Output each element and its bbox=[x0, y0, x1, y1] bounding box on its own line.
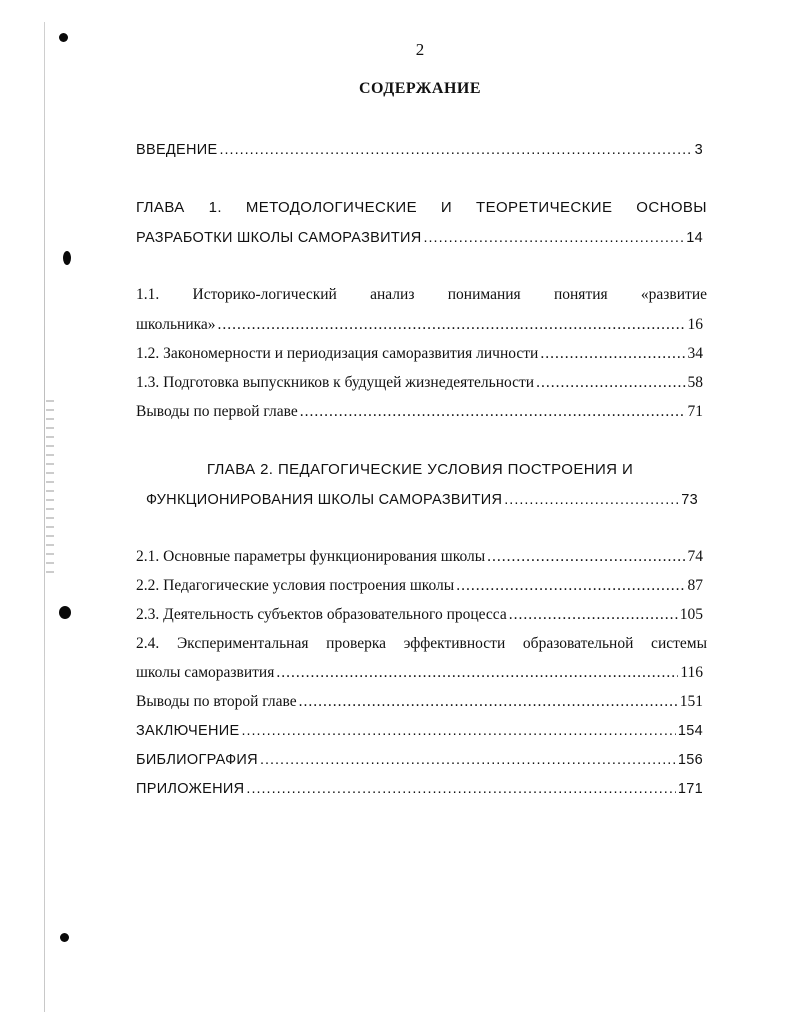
toc-entry-page: 3 bbox=[694, 142, 703, 158]
toc-entry-chapter-2-conclusions[interactable] bbox=[136, 692, 703, 712]
toc-entry-page: 34 bbox=[687, 345, 703, 362]
toc-entry-chapter-2[interactable] bbox=[146, 490, 698, 510]
toc-entry-label: школьника» bbox=[136, 316, 216, 333]
toc-entry-section-2-3[interactable] bbox=[136, 605, 703, 625]
toc-entry-bibliography[interactable] bbox=[136, 750, 703, 770]
toc-entry-page: 87 bbox=[687, 577, 703, 594]
toc-entry-page: 71 bbox=[687, 403, 703, 420]
toc-entry-conclusion[interactable] bbox=[136, 721, 703, 741]
toc-entry-section-2-1[interactable] bbox=[136, 547, 703, 567]
punch-hole bbox=[59, 606, 71, 619]
toc-entry-chapter-1[interactable] bbox=[136, 228, 703, 248]
toc-entry-label: школы саморазвития bbox=[136, 664, 275, 681]
toc-entry-section-2-4[interactable] bbox=[136, 663, 703, 683]
toc-entry-page: 58 bbox=[687, 374, 703, 391]
dot-leader bbox=[276, 663, 678, 683]
dot-leader bbox=[504, 490, 679, 510]
toc-entry-page: 16 bbox=[687, 316, 703, 333]
dot-leader bbox=[487, 547, 685, 567]
toc-entry-label: Выводы по второй главе bbox=[136, 693, 297, 710]
toc-entry-page: 154 bbox=[677, 723, 703, 739]
toc-entry-label: РАЗРАБОТКИ ШКОЛЫ САМОРАЗВИТИЯ bbox=[136, 230, 422, 246]
toc-entry-label: ФУНКЦИОНИРОВАНИЯ ШКОЛЫ САМОРАЗВИТИЯ bbox=[146, 492, 503, 508]
page-number: 2 bbox=[415, 40, 425, 59]
toc-entry-page: 151 bbox=[679, 693, 703, 710]
toc-entry-label: БИБЛИОГРАФИЯ bbox=[136, 752, 258, 768]
toc-entry-page: 74 bbox=[687, 548, 703, 565]
dot-leader bbox=[509, 605, 678, 625]
toc-entry-section-2-2[interactable] bbox=[136, 576, 703, 596]
punch-hole bbox=[60, 933, 69, 942]
dot-leader bbox=[300, 402, 686, 422]
toc-entry-page: 171 bbox=[677, 781, 703, 797]
punch-hole bbox=[63, 251, 71, 265]
toc-entry-label: 2.1. Основные параметры функционирования школы bbox=[136, 548, 486, 565]
toc-entry-section-1-1-line-1[interactable]: 1.1. Историко-логический анализ понимания понятия «развитие bbox=[136, 286, 707, 303]
toc-entry-label: 1.2. Закономерности и периодизация саморазвития личности bbox=[136, 345, 539, 362]
page-title: СОДЕРЖАНИЕ bbox=[358, 80, 482, 97]
dot-leader bbox=[536, 373, 685, 393]
toc-entry-page: 156 bbox=[677, 752, 703, 768]
chapter-2-heading-line-1[interactable]: ГЛАВА 2. ПЕДАГОГИЧЕСКИЕ УСЛОВИЯ ПОСТРОЕНИЯ И bbox=[206, 461, 634, 478]
toc-entry-page: 116 bbox=[680, 664, 703, 681]
toc-entry-section-1-1[interactable] bbox=[136, 315, 703, 335]
toc-entry-label: ПРИЛОЖЕНИЯ bbox=[136, 781, 245, 797]
dot-leader bbox=[299, 692, 678, 712]
chapter-1-heading-line-1[interactable]: ГЛАВА 1. МЕТОДОЛОГИЧЕСКИЕ И ТЕОРЕТИЧЕСКИЕ ОСНОВЫ bbox=[136, 199, 707, 216]
dot-leader bbox=[260, 750, 676, 770]
toc-entry-section-1-3[interactable] bbox=[136, 373, 703, 393]
dot-leader bbox=[424, 228, 685, 248]
dot-leader bbox=[456, 576, 685, 596]
toc-entry-page: 73 bbox=[681, 492, 698, 508]
dot-leader bbox=[540, 344, 685, 364]
toc-entry-label: 2.2. Педагогические условия построения школы bbox=[136, 577, 455, 594]
toc-entry-label: 1.3. Подготовка выпускников к будущей жизнедеятельности bbox=[136, 374, 535, 391]
margin-scan-noise bbox=[46, 400, 54, 580]
toc-entry-section-1-2[interactable] bbox=[136, 344, 703, 364]
toc-entry-label: Выводы по первой главе bbox=[136, 403, 298, 420]
toc-entry-page: 105 bbox=[679, 606, 703, 623]
margin-line bbox=[44, 22, 45, 1012]
toc-entry-section-2-4-line-1[interactable]: 2.4. Экспериментальная проверка эффективности образовательной системы bbox=[136, 635, 707, 652]
dot-leader bbox=[246, 779, 675, 799]
dot-leader bbox=[218, 315, 686, 335]
toc-entry-label: ЗАКЛЮЧЕНИЕ bbox=[136, 723, 240, 739]
dot-leader bbox=[219, 140, 692, 160]
toc-entry-page: 14 bbox=[686, 230, 703, 246]
toc-entry-introduction[interactable] bbox=[136, 140, 703, 160]
toc-entry-label: 2.3. Деятельность субъектов образовательного процесса bbox=[136, 606, 507, 623]
toc-entry-label: ВВЕДЕНИЕ bbox=[136, 142, 218, 158]
dot-leader bbox=[241, 721, 675, 741]
toc-entry-chapter-1-conclusions[interactable] bbox=[136, 402, 703, 422]
toc-entry-appendices[interactable] bbox=[136, 779, 703, 799]
